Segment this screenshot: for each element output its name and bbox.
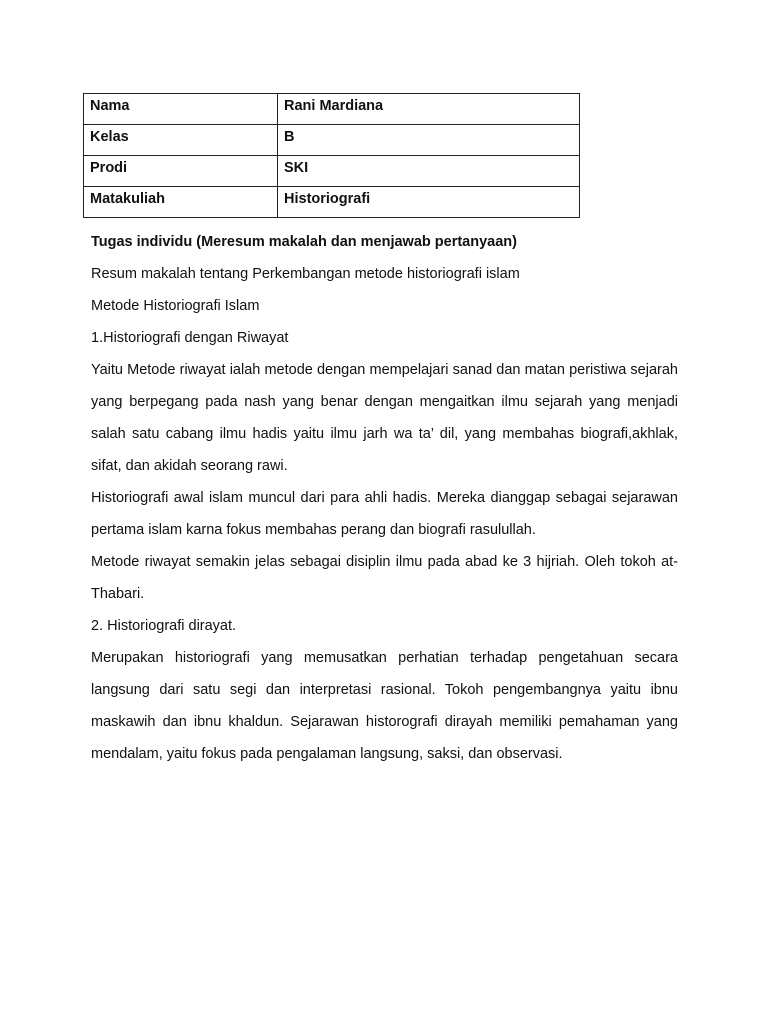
paragraph-early-historiography: Historiografi awal islam muncul dari para ahli hadis. Mereka dianggap sebagai sejarawan pertama islam karna fokus membahas perang dan biografi rasulullah.: [91, 490, 678, 538]
table-value-cell: Historiografi: [278, 187, 580, 218]
point2-title: 2. Historiografi dirayat.: [91, 618, 237, 634]
summary-line: Resum makalah tentang Perkembangan metode historiografi islam: [91, 266, 520, 282]
table-key-cell: Matakuliah: [84, 187, 278, 218]
paragraph-riwayat-definition: Yaitu Metode riwayat ialah metode dengan mempelajari sanad dan matan peristiwa sejarah yang berpegang pada nash yang benar dengan mengaitkan ilmu sejarah yang menjadi salah satu cabang ilmu hadis yaitu ilmu jarh wa ta’ dil, yang membahas biografi,akhlak, sifat, dan akidah seorang rawi.: [91, 362, 678, 474]
table-value-cell: Rani Mardiana: [278, 94, 580, 125]
paragraph-riwayat-development: Metode riwayat semakin jelas sebagai disiplin ilmu pada abad ke 3 hijriah. Oleh tokoh at-Thabari.: [91, 554, 678, 602]
paragraph-dirayat-definition: Merupakan historiografi yang memusatkan perhatian terhadap pengetahuan secara langsung dari satu segi dan interpretasi rasional. Tokoh pengembangnya yaitu ibnu maskawih dan ibnu khaldun. Sejarawan historografi dirayah memiliki pemahaman yang mendalam, yaitu fokus pada pengalaman langsung, saksi, dan observasi.: [91, 650, 678, 762]
table-value-cell: SKI: [278, 156, 580, 187]
table-key-cell: Prodi: [84, 156, 278, 187]
table-key-cell: Kelas: [84, 125, 278, 156]
table-key-cell: Nama: [84, 94, 278, 125]
student-info-table: [83, 93, 580, 218]
point1-title: 1.Historiografi dengan Riwayat: [91, 330, 289, 346]
table-value-cell: B: [278, 125, 580, 156]
table-row: [84, 187, 580, 218]
task-heading: Tugas individu (Meresum makalah dan menjawab pertanyaan): [91, 234, 517, 250]
table-row: [84, 125, 580, 156]
section-title: Metode Historiografi Islam: [91, 298, 260, 314]
table-row: [84, 156, 580, 187]
table-row: [84, 94, 580, 125]
document-body: [91, 226, 678, 770]
